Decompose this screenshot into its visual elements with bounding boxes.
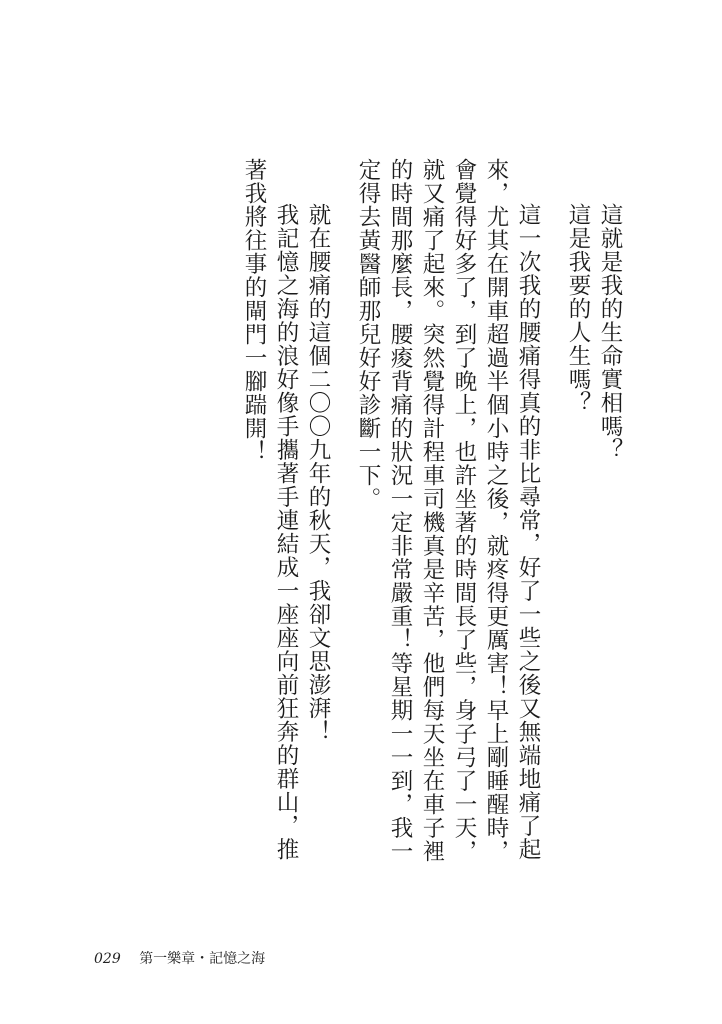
paragraph-back-pain: 這一次我的腰痛得真的非比尋常，好了一些之後又無端地痛了起來，尤其在開車超過半個小時之後，就疼得更厲害！早上剛睡醒時，會覺得好多了，到了晚上，也許坐著的時間長了些，身子弓了一天，就又痛了起來。突然覺得計程車司機真是辛苦，他們每天坐在車子裡的時間那麼長，腰痠背痛的狀況一定非常嚴重！等星期一一到，我一定得去黃醫師那兒好好診斷一下。 (355, 158, 541, 863)
page-footer (94, 948, 265, 968)
paragraph-sea-of-memory: 我記憶之海的浪好像手攜著手連結成一座座向前狂奔的群山，推著我將往事的閘門一腳踹開！ (241, 158, 299, 861)
page-number: 029 (94, 951, 121, 967)
vertical-body-text (238, 158, 626, 878)
paragraph-question-2: 這是我要的人生嗎？ (565, 203, 591, 415)
chapter-title: 第一樂章・記憶之海 (139, 951, 266, 967)
paragraph-question-1: 這就是我的生命實相嗎？ (597, 203, 623, 462)
paragraph-autumn: 就在腰痛的這個二〇〇九年的秋天，我卻文思澎湃！ (305, 203, 331, 744)
